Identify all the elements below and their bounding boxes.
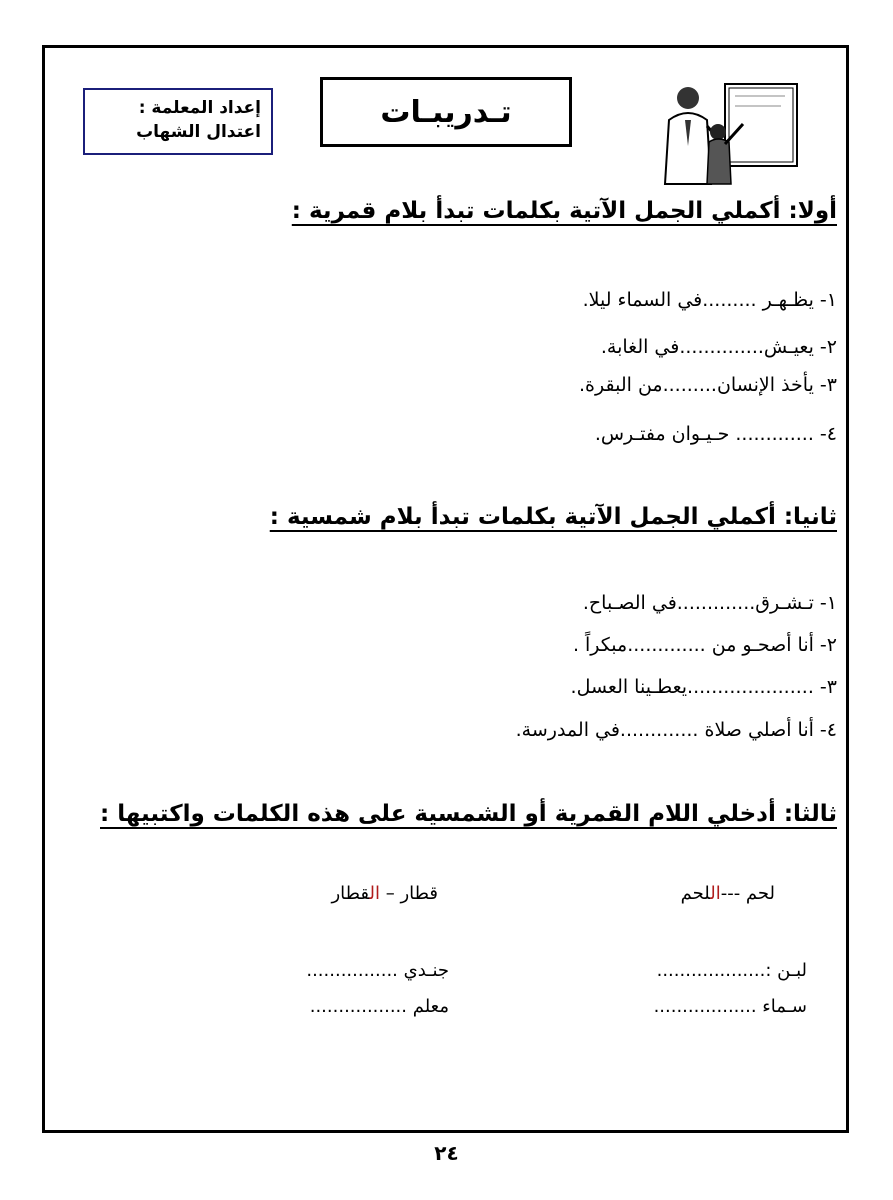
example-lahm-word: لحم --- xyxy=(720,883,775,904)
example-qitar-rest: قطار xyxy=(331,883,370,904)
example-lahm-prefix: ال xyxy=(710,883,721,904)
blank-muallim: معلم ................. xyxy=(309,996,449,1017)
section1-item-2: ٢- يعيـش..............في الغابة. xyxy=(600,336,837,358)
section1-item-1: ١- يظـهـر .........في السماء ليلا. xyxy=(582,289,837,311)
blank-samaa: سـماء .................. xyxy=(653,996,807,1017)
teacher-name: اعتدال الشهاب xyxy=(136,122,261,142)
page-number: ٢٤ xyxy=(434,1141,459,1165)
teacher-blackboard-illustration xyxy=(655,76,805,188)
section2-item-4: ٤- أنا أصلي صلاة .............في المدرسة. xyxy=(515,719,837,741)
section2-item-2: ٢- أنا أصحـو من .............مبكراً . xyxy=(572,634,837,656)
page-title: تـدريبـات xyxy=(380,94,512,130)
section2-item-1: ١- تـشـرق.............في الصـباح. xyxy=(582,592,837,614)
section2-heading: ثانيا: أكملي الجمل الآتية بكلمات تبدأ بلام شمسية : xyxy=(269,504,837,530)
section2-item-3: ٣- .....................يعطـينا العسل. xyxy=(570,676,837,698)
example-qitar xyxy=(331,883,438,904)
section1-item-4: ٤- ............. حـيـوان مفتـرس. xyxy=(594,423,837,445)
example-lahm-rest: لحم xyxy=(680,883,711,904)
section3-heading: ثالثا: أدخلي اللام القمرية أو الشمسية على هذه الكلمات واكتبيها : xyxy=(100,801,837,827)
teacher-credit-box xyxy=(83,88,273,155)
example-lahm xyxy=(681,883,775,904)
blank-jundi: جنـدي ................ xyxy=(306,960,449,981)
section1-item-3: ٣- يأخذ الإنسان.........من البقرة. xyxy=(579,374,837,396)
example-qitar-prefix: ال xyxy=(369,883,380,904)
section1-heading: أولا: أكملي الجمل الآتية بكلمات تبدأ بلام قمرية : xyxy=(291,198,837,224)
blank-laban: لبـن :................... xyxy=(656,960,807,981)
teacher-label: إعداد المعلمة : xyxy=(138,98,261,118)
example-qitar-word: قطار – xyxy=(380,883,438,904)
title-box xyxy=(320,77,572,147)
